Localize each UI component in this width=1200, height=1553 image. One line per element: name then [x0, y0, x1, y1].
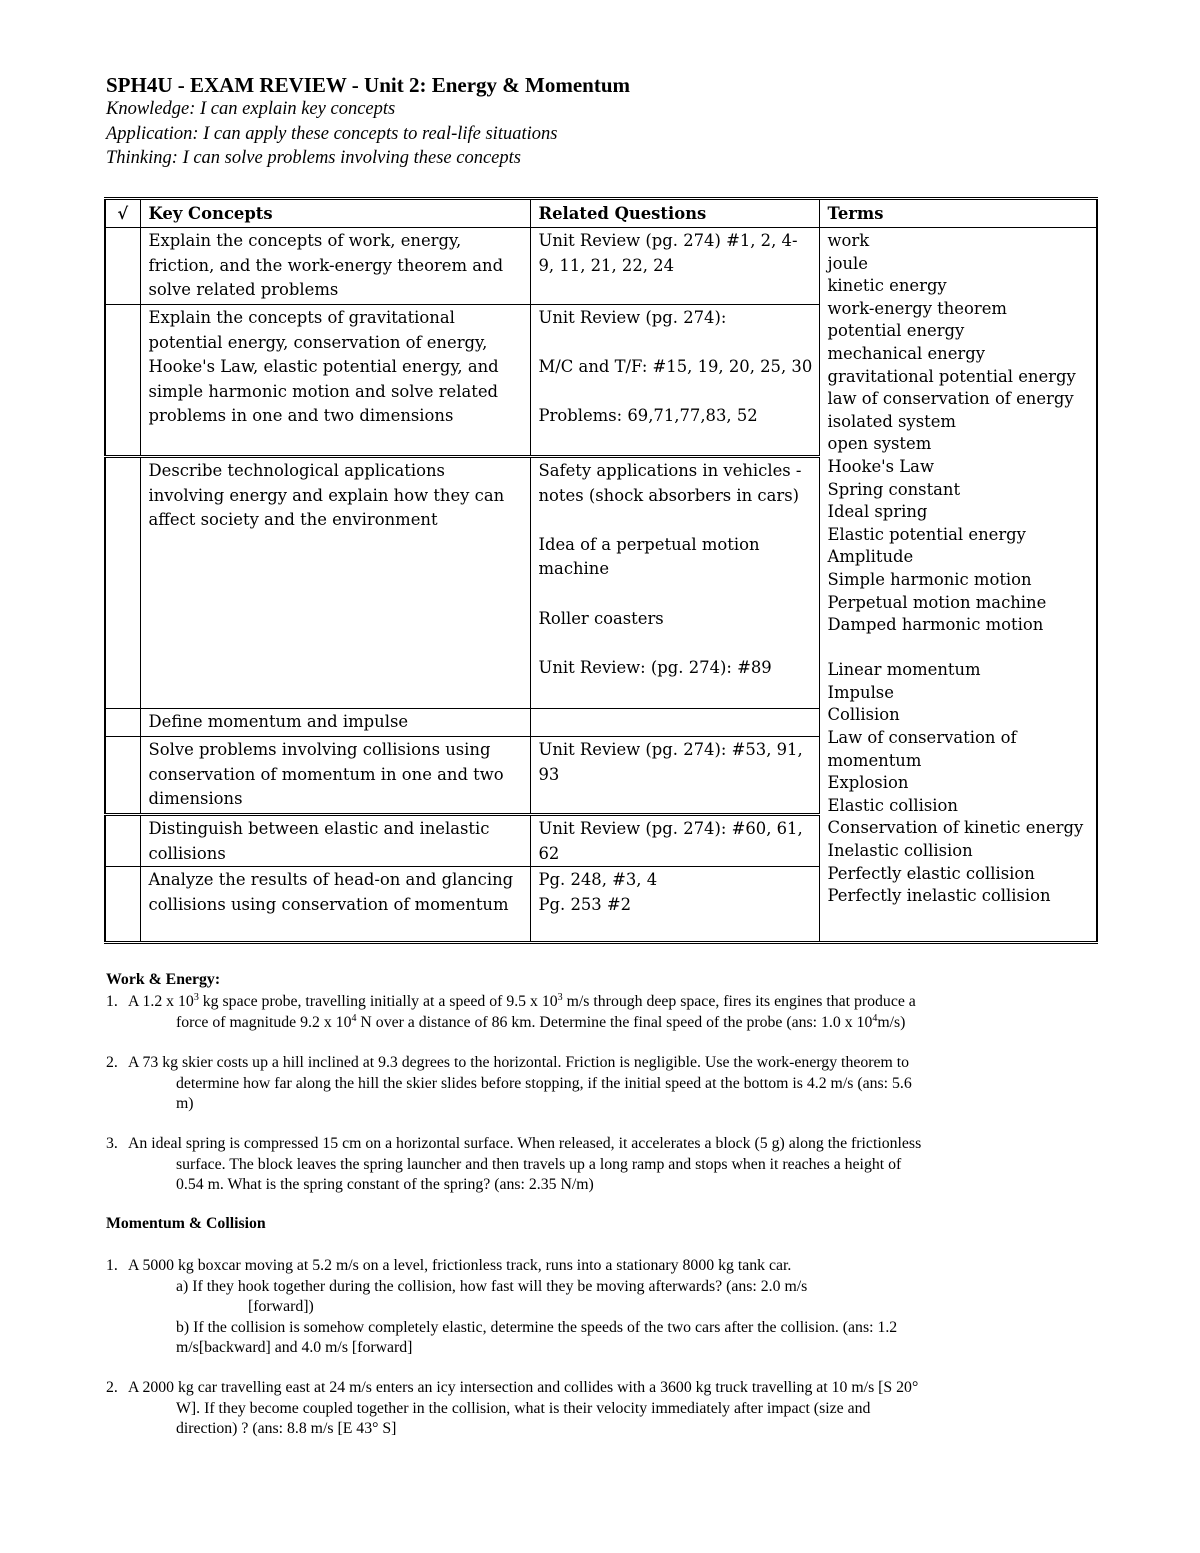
- term: Perfectly inelastic collision: [827, 886, 1051, 906]
- question-text: Roller coasters: [538, 608, 664, 628]
- term-spacer: [828, 637, 1091, 660]
- term: Collision: [827, 705, 900, 725]
- questions-cell: [530, 737, 819, 815]
- questions-cell: [530, 867, 819, 943]
- page-title: SPH4U - EXAM REVIEW - Unit 2: Energy & Momentum: [106, 73, 631, 97]
- questions-cell: [530, 457, 819, 709]
- concepts-table: [104, 197, 1098, 944]
- term: Explosion: [827, 773, 909, 793]
- term: Spring constant: [827, 479, 961, 499]
- term: Ideal spring: [827, 502, 928, 522]
- check-cell[interactable]: [105, 737, 140, 815]
- questions-cell: [530, 305, 819, 457]
- objective-thinking: Thinking: I can solve problems involving these concepts: [106, 148, 521, 168]
- term: gravitational potential energy: [827, 366, 1076, 386]
- questions-header: Related Questions: [530, 199, 819, 228]
- work-energy-heading: Work & Energy:: [106, 971, 221, 988]
- concept-cell: Analyze the results of head-on and glancing collisions using conservation of momentum: [140, 867, 530, 943]
- term: Hooke's Law: [827, 456, 934, 476]
- question-text: Unit Review (pg. 274): #60, 61, 62: [538, 819, 803, 863]
- check-cell[interactable]: [105, 709, 140, 737]
- term: Elastic collision: [827, 795, 958, 815]
- concept-cell: Describe technological applications involving energy and explain how they can affect society and the environment: [140, 457, 530, 709]
- question-text: Unit Review (pg. 274): #53, 91, 93: [538, 740, 803, 784]
- work-energy-question-1: 1. A 1.2 x $10^3$ kg space probe, travelling initially at a speed of 9.5 x $10^3$ m/s through deep space, fires its engines that produce a force of magnitude 9.2 x $10^4$ N over a distance of 86 km. Determine the final speed of the probe (ans: 1.0 x $10^4m/s$): [106, 992, 916, 1031]
- questions-cell: [530, 815, 819, 867]
- term: Elastic potential energy: [827, 524, 1026, 544]
- concept-cell: Distinguish between elastic and inelastic collisions: [140, 815, 530, 867]
- question-number: 2.: [106, 1054, 118, 1071]
- work-energy-question-2: 2. A 73 kg skier costs up a hill inclined at 9.3 degrees to the horizontal. Friction is negligible. Use the work-energy theorem to determine how far along the hill the skier slides before stopping, if the initial speed at the bottom is 4.2 m/s (ans: 5.6 m): [106, 1054, 912, 1112]
- objective-application: Application: I can apply these concepts to real-life situations: [106, 124, 558, 144]
- question-text: Unit Review (pg. 274) #1, 2, 4-9, 11, 21, 22, 24: [538, 231, 798, 275]
- concept-cell: Explain the concepts of gravitational potential energy, conservation of energy, Hooke's Law, elastic potential energy, and simple harmonic motion and solve related problems in one and two dimensions: [140, 305, 530, 457]
- concept-cell: Solve problems involving collisions using conservation of momentum in one and two dimensions: [140, 737, 530, 815]
- question-text: Problems: 69,71,77,83, 52: [538, 406, 758, 426]
- term: Amplitude: [827, 547, 914, 567]
- question-text: Unit Review: (pg. 274): #89: [538, 657, 772, 677]
- term: Law of conservation of: [827, 728, 1017, 748]
- term: Impulse: [827, 682, 894, 702]
- term: Simple harmonic motion: [827, 569, 1032, 589]
- check-cell[interactable]: [105, 305, 140, 457]
- question-number: 3.: [106, 1135, 118, 1152]
- question-text: Pg. 248, #3, 4: [538, 870, 658, 890]
- momentum-question-1: 1. A 5000 kg boxcar moving at 5.2 m/s on a level, frictionless track, runs into a stationary 8000 kg tank car. a) If they hook together during the collision, how fast will they be moving afterwards? (ans: 2.0 m/s [forward]) b) If the collision is somehow completely elastic, determine the speeds of the two cars after the collision. (ans: 1.2 m/s[backward] and 4.0 m/s [forward]: [106, 1257, 898, 1356]
- term: joule: [827, 253, 868, 273]
- question-text: M/C and T/F: #15, 19, 20, 25, 30: [538, 357, 813, 377]
- term: work-energy theorem: [827, 298, 1007, 318]
- term: Inelastic collision: [827, 841, 973, 861]
- terms-cell: [819, 228, 1097, 943]
- term: Perfectly elastic collision: [827, 863, 1035, 883]
- objective-knowledge: Knowledge: I can explain key concepts: [106, 99, 396, 119]
- concept-cell: Explain the concepts of work, energy, friction, and the work-energy theorem and solve related problems: [140, 228, 530, 305]
- question-text: Idea of a perpetual motion machine: [538, 534, 760, 579]
- question-text: Safety applications in vehicles - notes (shock absorbers in cars): [538, 461, 802, 505]
- term: Damped harmonic motion: [827, 615, 1044, 635]
- check-header: √: [105, 199, 140, 228]
- concept-cell: Define momentum and impulse: [140, 709, 530, 737]
- question-text: Unit Review (pg. 274):: [538, 308, 727, 327]
- check-cell[interactable]: [105, 228, 140, 305]
- terms-header: Terms: [819, 199, 1097, 228]
- questions-cell: [530, 709, 819, 737]
- work-energy-question-3: 3. An ideal spring is compressed 15 cm on a horizontal surface. When released, it accelerates a block (5 g) along the frictionless surface. The block leaves the spring launcher and then travels up a long ramp and stops when it reaches a height of 0.54 m. What is the spring constant of the spring? (ans: 2.35 N/m): [106, 1135, 922, 1193]
- question-number: 2.: [106, 1379, 118, 1396]
- momentum-heading: Momentum & Collision: [106, 1215, 266, 1232]
- term: isolated system: [827, 411, 956, 431]
- term: Conservation of kinetic energy: [827, 818, 1084, 838]
- term: mechanical energy: [827, 343, 985, 363]
- check-cell[interactable]: [105, 457, 140, 709]
- concepts-header: Key Concepts: [140, 199, 530, 228]
- check-cell[interactable]: [105, 815, 140, 867]
- term: law of conservation of energy: [827, 389, 1074, 409]
- term: kinetic energy: [827, 276, 947, 296]
- term: momentum: [827, 750, 922, 770]
- question-text: Pg. 253 #2: [538, 894, 632, 914]
- term: work: [827, 231, 870, 250]
- term: open system: [827, 434, 932, 454]
- table-row: [105, 228, 1097, 305]
- term: potential energy: [827, 321, 965, 341]
- questions-cell: [530, 228, 819, 305]
- check-cell[interactable]: [105, 867, 140, 943]
- term: Perpetual motion machine: [827, 592, 1047, 612]
- question-number: 1.: [106, 1257, 118, 1274]
- question-number: 1.: [106, 993, 118, 1010]
- term: Linear momentum: [827, 660, 981, 680]
- momentum-question-2: 2. A 2000 kg car travelling east at 24 m/s enters an icy intersection and collides with a 3600 kg truck travelling at 10 m/s [S 20° W]. If they become coupled together in the collision, what is their velocity immediately after impact (size and direction) ? (ans: 8.8 m/s [E 43° S]: [106, 1379, 919, 1437]
